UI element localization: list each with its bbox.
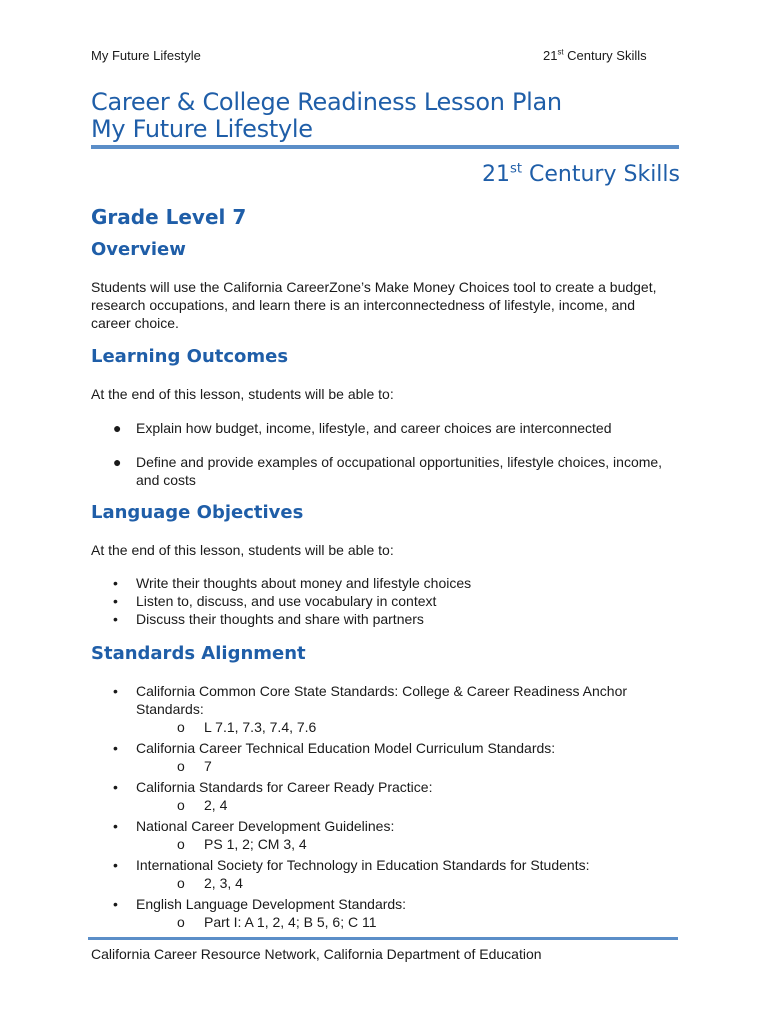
sub-bullet-icon: o <box>177 914 185 930</box>
list-item: • Write their thoughts about money and lifestyle choices <box>113 575 472 591</box>
bullet-icon: • <box>113 593 118 609</box>
bullet-icon: • <box>113 683 118 699</box>
standards-list <box>91 682 671 934</box>
overview-text: Students will use the California CareerZone’s Make Money Choices tool to create a budget, research occupations, and learn there is an interconnectedness of lifestyle, income, and career choice. <box>91 279 657 331</box>
sub-list-item: o PS 1, 2; CM 3, 4 <box>177 836 307 852</box>
title-line-1: Career & College Readiness Lesson Plan <box>91 88 562 116</box>
list-item: • Discuss their thoughts and share with partners <box>113 611 424 627</box>
bullet-icon: • <box>113 779 118 795</box>
list-item: • California Standards for Career Ready Practice: o 2, 4 <box>91 778 671 814</box>
sub-list-item: o 2, 3, 4 <box>177 875 243 891</box>
bullet-icon: • <box>113 575 118 591</box>
sub-bullet-icon: o <box>177 719 185 735</box>
sub-bullet-icon: o <box>177 875 185 891</box>
subtitle: 21st Century Skills <box>481 161 680 187</box>
standards-heading: Standards Alignment <box>91 643 306 664</box>
title-divider <box>91 145 679 149</box>
document-title <box>91 89 681 143</box>
title-line-2: My Future Lifestyle <box>91 115 313 143</box>
list-item: • Listen to, discuss, and use vocabulary in context <box>113 593 437 609</box>
overview-heading: Overview <box>91 239 186 260</box>
bullet-icon: • <box>113 611 118 627</box>
learning-outcomes-heading: Learning Outcomes <box>91 346 289 367</box>
list-item: • International Society for Technology in Education Standards for Students: o 2, 3, 4 <box>91 856 671 892</box>
list-item: • National Career Development Guidelines: o PS 1, 2; CM 3, 4 <box>91 817 671 853</box>
list-item: ● Define and provide examples of occupational opportunities, lifestyle choices, income, and costs <box>113 454 663 488</box>
list-item: • California Common Core State Standards: College & Career Readiness Anchor Standards: o L 7.1, 7.3, 7.4, 7.6 <box>91 682 671 736</box>
bullet-icon: • <box>113 857 118 873</box>
bullet-icon: • <box>113 818 118 834</box>
bullet-icon: • <box>113 740 118 756</box>
language-objectives-intro: At the end of this lesson, students will be able to: <box>91 542 394 558</box>
sub-list-item: o L 7.1, 7.3, 7.4, 7.6 <box>177 719 317 735</box>
learning-outcomes-intro: At the end of this lesson, students will be able to: <box>91 386 394 402</box>
language-objectives-list <box>91 574 671 628</box>
bullet-icon: • <box>113 896 118 912</box>
language-objectives-heading: Language Objectives <box>91 502 304 523</box>
sub-list-item: o 7 <box>177 758 212 774</box>
bullet-icon: ● <box>113 454 122 470</box>
page-footer: California Career Resource Network, California Department of Education <box>91 946 542 962</box>
learning-outcomes-list <box>91 419 671 505</box>
sub-bullet-icon: o <box>177 758 185 774</box>
sub-list-item: o Part I: A 1, 2, 4; B 5, 6; C 11 <box>177 914 377 930</box>
bullet-icon: ● <box>113 420 122 436</box>
list-item: ● Explain how budget, income, lifestyle, and career choices are interconnected <box>113 420 612 436</box>
sub-bullet-icon: o <box>177 797 185 813</box>
grade-level-heading: Grade Level 7 <box>91 205 247 229</box>
sub-bullet-icon: o <box>177 836 185 852</box>
list-item: • English Language Development Standards: o Part I: A 1, 2, 4; B 5, 6; C 11 <box>91 895 671 931</box>
sub-list-item: o 2, 4 <box>177 797 228 813</box>
running-header-right: 21st Century Skills <box>543 47 647 63</box>
footer-divider <box>88 937 678 940</box>
running-header-left: My Future Lifestyle <box>91 48 201 63</box>
list-item: • California Career Technical Education Model Curriculum Standards: o 7 <box>91 739 671 775</box>
